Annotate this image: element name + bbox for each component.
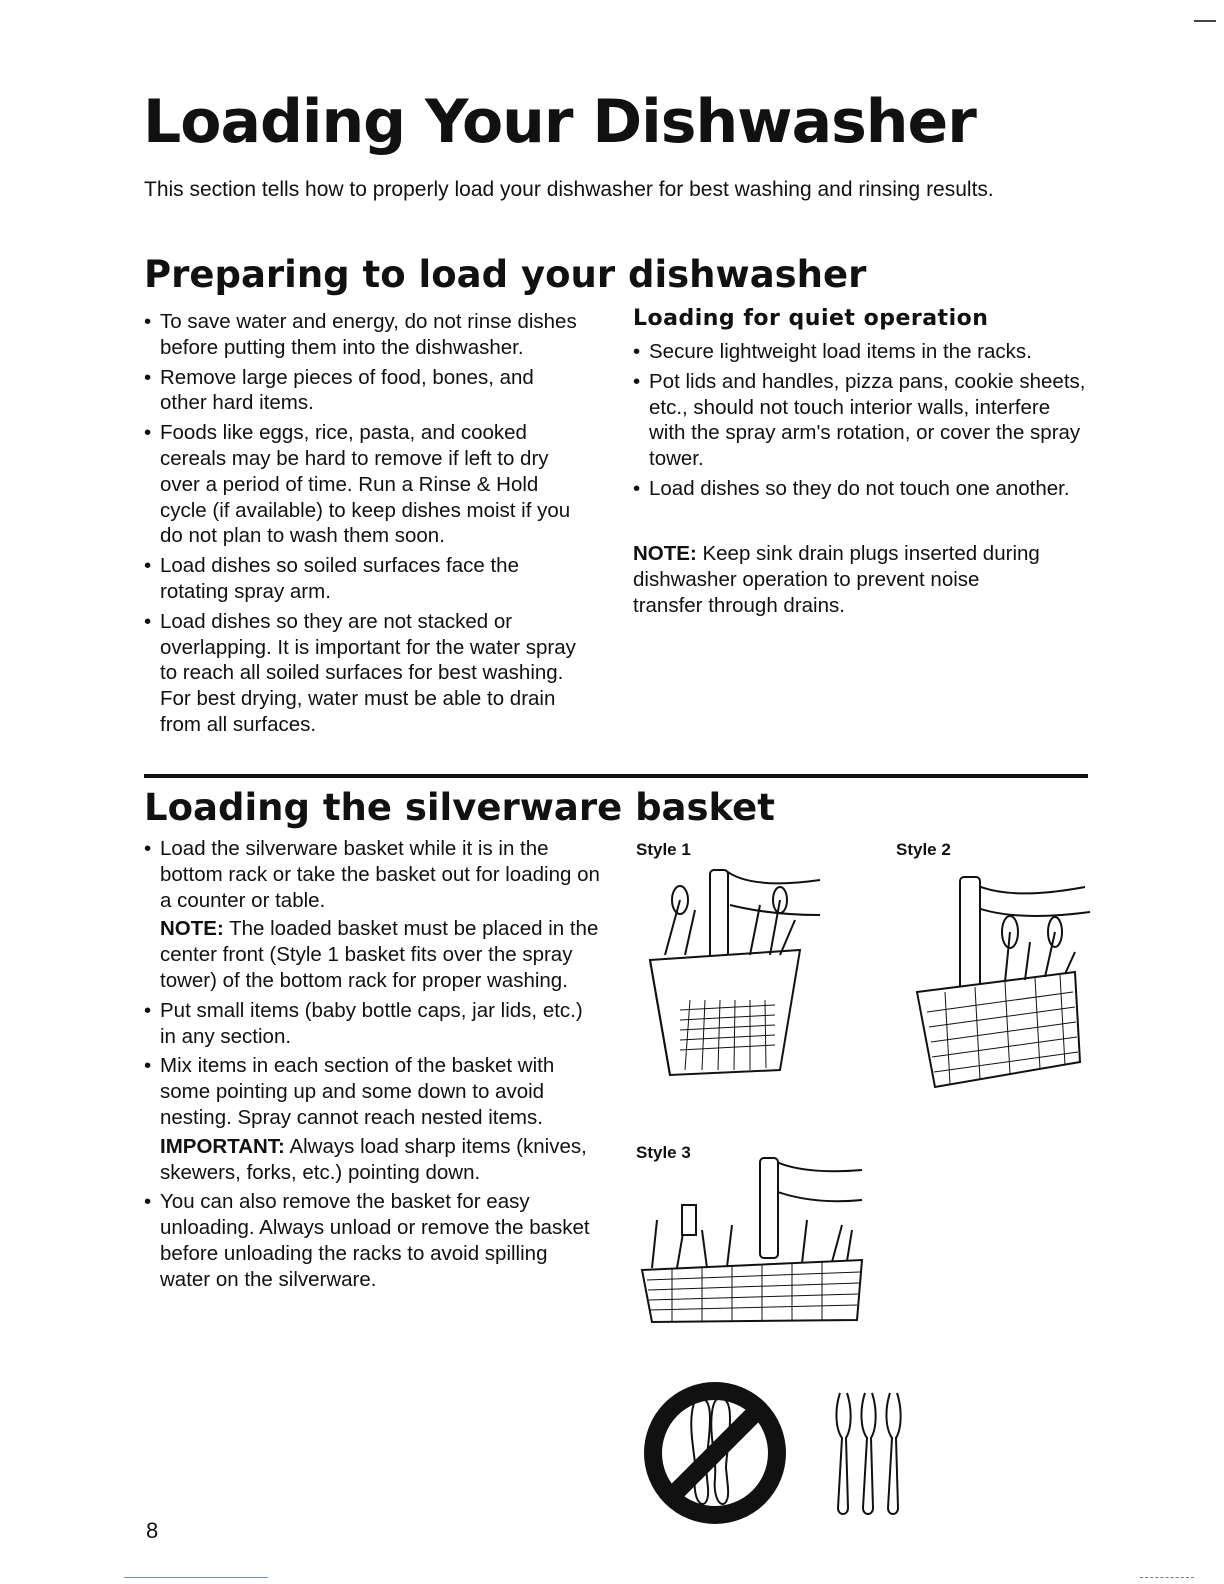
style-3-label: Style 3 [636,1143,691,1162]
list-item: • Load dishes so soiled surfaces face the rotating spray arm. [144,553,582,605]
list-item: • Remove large pieces of food, bones, and other hard items. [144,365,582,417]
list-item [144,836,602,994]
style-2-basket-illustration [905,862,1105,1092]
style-3-basket-illustration [632,1150,872,1330]
silverware-heading: Loading the silverware basket [144,786,775,829]
style-1-basket-illustration [630,860,830,1090]
list-item: • Load dishes so they do not touch one another. [633,476,1091,502]
list-item: • Secure lightweight load items in the racks. [633,339,1091,365]
list-item: • Put small items (baby bottle caps, jar lids, etc.) in any section. [144,998,602,1050]
section-divider [144,774,1088,778]
list-item [144,1053,602,1185]
quiet-heading: Loading for quiet operation [633,306,989,331]
preparing-list [144,309,582,742]
important-note [160,1134,602,1186]
quiet-note [633,541,1053,618]
quiet-list [633,339,1091,506]
important-text: Always load sharp items (knives, skewers, forks, etc.) pointing down. [160,1134,587,1184]
note-text: The loaded basket must be placed in the center front (Style 1 basket fits over the spray tower) of the bottom rack for proper washing. [160,917,599,992]
bullet-text: • Load the silverware basket while it is in the bottom rack or take the basket out for loading on a counter or table. [160,837,600,912]
bullet-text: • Mix items in each section of the basket with some pointing up and some down to avoid nesting. Spray cannot reach nested items. [160,1054,555,1129]
list-item: • To save water and energy, do not rinse dishes before putting them into the dishwasher. [144,309,582,361]
page-number: 8 [146,1518,159,1543]
list-item: • Foods like eggs, rice, pasta, and cooked cereals may be hard to remove if left to dry over a period of time. Run a Rinse & Hold cycle (if available) to keep dishes moist if you do not plan to wash them soon. [144,420,582,549]
note-label: NOTE: [160,917,224,941]
note-label: NOTE: [633,542,697,565]
silverware-note [160,916,602,993]
style-2-label: Style 2 [896,840,951,859]
preparing-heading: Preparing to load your dishwasher [144,253,867,296]
list-item: • Pot lids and handles, pizza pans, cookie sheets, etc., should not touch interior walls, interfere with the spray arm's rotation, or cover the spray tower. [633,369,1091,472]
footer-line [124,1577,268,1578]
list-item: • Load dishes so they are not stacked or overlapping. It is important for the water spray to reach all soiled surfaces for best washing. For best drying, water must be able to drain from all surfaces. [144,609,582,738]
style-1-label: Style 1 [636,840,691,859]
page-title: Loading Your Dishwasher [143,87,976,157]
important-label: IMPORTANT: [160,1134,285,1158]
footer-dash-mark [1140,1577,1194,1578]
note-text: Keep sink drain plugs inserted during dishwasher operation to prevent noise transfer through drains. [633,542,1040,617]
intro-text: This section tells how to properly load your dishwasher for best washing and rinsing results. [144,178,994,201]
no-nesting-icon [640,1378,910,1528]
list-item: • You can also remove the basket for easy unloading. Always unload or remove the basket before unloading the racks to avoid spilling water on the silverware. [144,1189,602,1292]
silverware-list [144,836,602,1297]
page-edge-mark [1194,20,1216,22]
